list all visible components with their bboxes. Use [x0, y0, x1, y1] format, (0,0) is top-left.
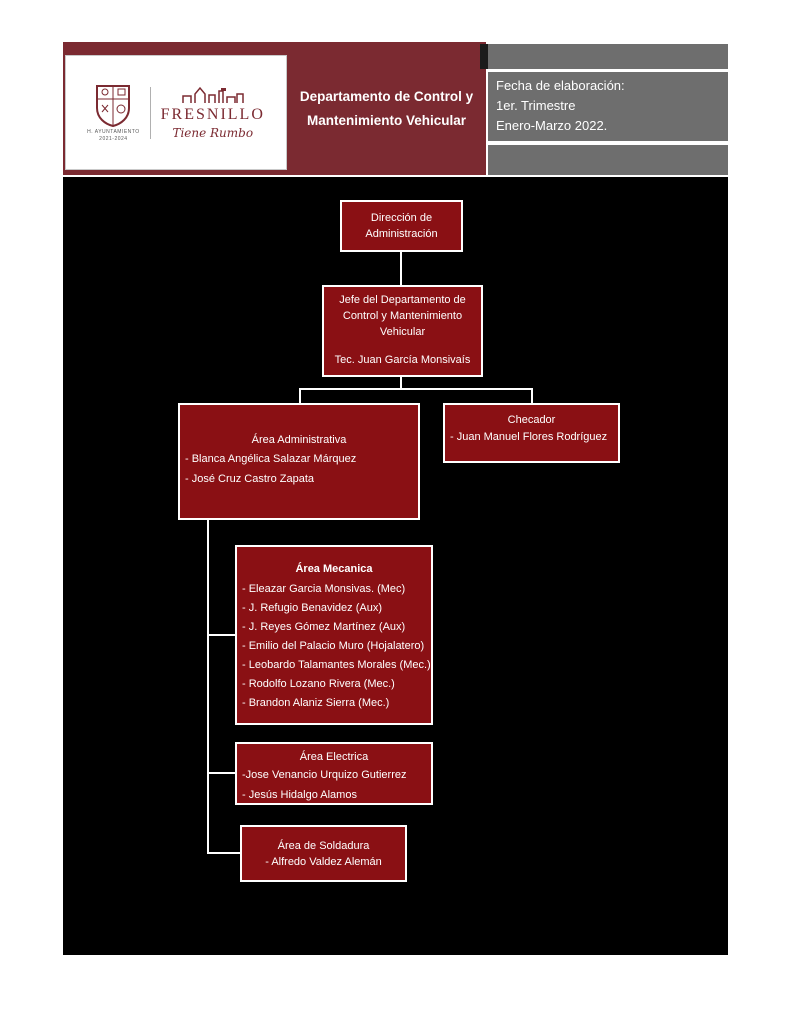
box-title: Checador	[507, 414, 556, 426]
box-title: Área Administrativa	[251, 434, 347, 446]
connector-to-area-mecanica	[207, 634, 235, 636]
logo-shield-column	[87, 84, 140, 142]
gray-bar-top	[488, 44, 728, 69]
member: - Eleazar Garcia Monsivas. (Mec)	[242, 583, 406, 595]
connector-to-area-administrativa	[299, 388, 301, 403]
org-chart-canvas	[63, 177, 728, 955]
org-box-area-electrica	[235, 742, 433, 805]
logo-ayuntamiento-label: H. AYUNTAMIENTO	[87, 128, 140, 135]
gray-bar-bottom	[488, 145, 728, 175]
date-range: Enero-Marzo 2022.	[496, 118, 608, 134]
member: - Leobardo Talamantes Morales (Mec.)	[242, 659, 431, 671]
connector-vertical-trunk	[207, 520, 209, 854]
member: - Rodolfo Lozano Rivera (Mec.)	[242, 678, 395, 690]
member: - Jesús Hidalgo Alamos	[242, 789, 357, 801]
fresnillo-building-icon	[181, 86, 245, 104]
logo-divider	[150, 87, 151, 139]
member: - Brandon Alaniz Sierra (Mec.)	[242, 697, 390, 709]
date-label: Fecha de elaboración:	[496, 78, 625, 93]
member: -Jose Venancio Urquizo Gutierrez	[242, 769, 407, 781]
date-trimester: 1er. Trimestre	[496, 98, 576, 114]
box-title: Área de Soldadura	[277, 839, 370, 852]
logo-term-label: 2021-2024	[99, 135, 128, 142]
org-box-area-soldadura	[240, 825, 407, 882]
member: - J. Refugio Benavidez (Aux)	[242, 602, 383, 614]
connector-direccion-jefe	[400, 252, 402, 285]
org-box-area-administrativa	[178, 403, 420, 520]
connector-to-area-soldadura	[207, 852, 240, 854]
logo-wordmark-column	[161, 86, 265, 140]
org-box-jefe	[322, 285, 483, 377]
box-title: Área Electrica	[299, 751, 369, 763]
org-box-direccion	[340, 200, 463, 252]
document-title-line1: Departamento de Control y	[299, 88, 474, 104]
member: - José Cruz Castro Zapata	[185, 473, 314, 485]
box-title: Jefe del Departamento de Control y Mantenimiento Vehicular	[339, 294, 466, 338]
header-band	[63, 42, 486, 175]
fresnillo-shield-icon	[94, 84, 132, 128]
org-box-checador	[443, 403, 620, 463]
logo-name: FRESNILLO	[160, 105, 265, 123]
connector-to-area-electrica	[207, 772, 235, 774]
org-box-area-mecanica	[235, 545, 433, 725]
document-title-line2: Mantenimiento Vehicular	[306, 112, 467, 128]
fresnillo-logo	[65, 55, 287, 170]
member: - Emilio del Palacio Muro (Hojalatero)	[242, 640, 425, 652]
member: - Juan Manuel Flores Rodríguez	[450, 431, 608, 443]
document-title	[287, 42, 486, 175]
member: - Blanca Angélica Salazar Márquez	[185, 453, 357, 465]
member: - J. Reyes Gómez Martínez (Aux)	[242, 621, 406, 633]
box-title: Área Mecanica	[295, 563, 373, 575]
member: - Alfredo Valdez Alemán	[265, 855, 382, 868]
logo-slogan: Tiene Rumbo	[172, 125, 254, 140]
box-title: Dirección de Administración	[365, 211, 438, 240]
jefe-name: Tec. Juan García Monsivaís	[334, 354, 471, 367]
connector-horizontal-split	[299, 388, 533, 390]
connector-to-checador	[531, 388, 533, 403]
date-box	[488, 72, 728, 141]
